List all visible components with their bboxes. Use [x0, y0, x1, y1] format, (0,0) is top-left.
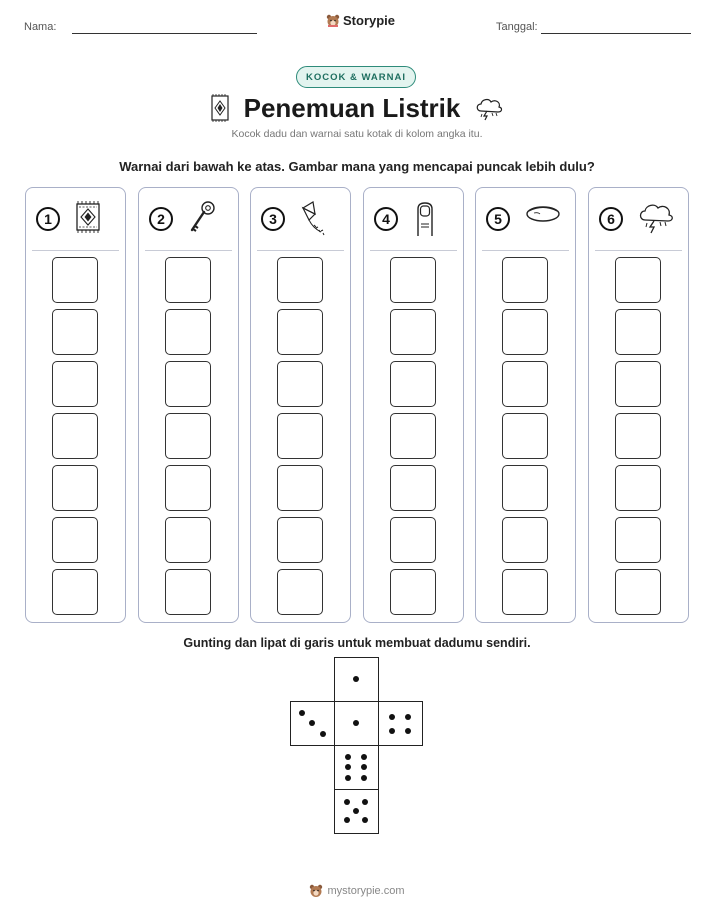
color-box[interactable]: [502, 517, 548, 563]
color-box[interactable]: [502, 361, 548, 407]
column-header: [589, 188, 688, 250]
column-2: [138, 187, 239, 623]
dice-pip: [344, 799, 350, 805]
rug-icon: [210, 93, 230, 123]
dice-pip: [405, 728, 411, 734]
rug-icon: [74, 200, 102, 239]
dice-pip: [362, 817, 368, 823]
dice-pip: [405, 714, 411, 720]
date-label: Tanggal:: [496, 21, 538, 33]
bear-logo-icon: [309, 884, 323, 898]
color-box[interactable]: [277, 413, 323, 459]
brand-name: Storypie: [343, 13, 396, 28]
title-row: [200, 91, 514, 125]
color-box[interactable]: [277, 309, 323, 355]
color-box[interactable]: [52, 257, 98, 303]
bear-logo-icon: [326, 14, 340, 28]
color-box[interactable]: [165, 465, 211, 511]
color-box[interactable]: [52, 361, 98, 407]
date-line[interactable]: [541, 33, 691, 34]
dice-pip: [389, 714, 395, 720]
color-box[interactable]: [277, 257, 323, 303]
column-number: 3: [261, 207, 285, 231]
color-box[interactable]: [502, 413, 548, 459]
dice-pip: [309, 720, 315, 726]
column-header: [139, 188, 238, 250]
color-box[interactable]: [390, 413, 436, 459]
color-box[interactable]: [52, 413, 98, 459]
color-box[interactable]: [615, 465, 661, 511]
dice-pip: [362, 799, 368, 805]
color-box[interactable]: [52, 465, 98, 511]
dice-pip: [353, 676, 359, 682]
color-box[interactable]: [277, 361, 323, 407]
color-box[interactable]: [390, 569, 436, 615]
color-box[interactable]: [277, 569, 323, 615]
dice-pip: [345, 754, 351, 760]
column-number: 2: [149, 207, 173, 231]
color-box[interactable]: [165, 413, 211, 459]
column-divider: [145, 250, 232, 251]
subtitle: Kocok dadu dan warnai satu kotak di kolom angka itu.: [231, 128, 483, 140]
category-badge: KOCOK & WARNAI: [296, 66, 416, 88]
finger-icon: [412, 200, 438, 243]
page-title: Penemuan Listrik: [243, 92, 461, 123]
dice-pip: [345, 775, 351, 781]
color-box[interactable]: [165, 569, 211, 615]
color-box[interactable]: [502, 465, 548, 511]
color-box[interactable]: [615, 413, 661, 459]
color-box[interactable]: [165, 309, 211, 355]
column-number: 4: [374, 207, 398, 231]
column-header: [476, 188, 575, 250]
column-divider: [595, 250, 682, 251]
color-box[interactable]: [277, 517, 323, 563]
column-4: [363, 187, 464, 623]
dice-pip: [389, 728, 395, 734]
column-header: [26, 188, 125, 250]
brand-logo: [326, 13, 395, 28]
column-divider: [370, 250, 457, 251]
color-box[interactable]: [615, 517, 661, 563]
color-box[interactable]: [390, 465, 436, 511]
dice-pip: [320, 731, 326, 737]
dice-face-6: [334, 745, 379, 790]
column-5: [475, 187, 576, 623]
color-box[interactable]: [390, 517, 436, 563]
cut-instruction: Gunting dan lipat di garis untuk membuat dadumu sendiri.: [183, 636, 531, 650]
color-box[interactable]: [615, 569, 661, 615]
column-number: 5: [486, 207, 510, 231]
column-3: [250, 187, 351, 623]
dice-pip: [361, 775, 367, 781]
dice-pip: [345, 764, 351, 770]
column-divider: [257, 250, 344, 251]
dice-face-4: [378, 701, 423, 746]
color-box[interactable]: [390, 309, 436, 355]
color-box[interactable]: [615, 309, 661, 355]
dice-pip: [344, 817, 350, 823]
column-header: [364, 188, 463, 250]
color-box[interactable]: [52, 569, 98, 615]
color-box[interactable]: [615, 257, 661, 303]
color-box[interactable]: [52, 309, 98, 355]
dice-pip: [299, 710, 305, 716]
color-box[interactable]: [52, 517, 98, 563]
color-box[interactable]: [165, 517, 211, 563]
storm-cloud-icon: [474, 95, 504, 121]
color-box[interactable]: [165, 361, 211, 407]
column-number: 1: [36, 207, 60, 231]
column-1: [25, 187, 126, 623]
color-box[interactable]: [502, 257, 548, 303]
column-6: [588, 187, 689, 623]
footer-url[interactable]: mystorypie.com: [327, 885, 405, 897]
name-label: Nama:: [24, 21, 57, 33]
key-icon: [187, 200, 217, 241]
color-box[interactable]: [390, 361, 436, 407]
footer: [0, 884, 714, 898]
dice-face-1: [334, 657, 379, 702]
dice-face-5: [334, 789, 379, 834]
column-divider: [32, 250, 119, 251]
dice-pip: [361, 764, 367, 770]
color-box[interactable]: [165, 257, 211, 303]
column-divider: [482, 250, 569, 251]
column-number: 6: [599, 207, 623, 231]
name-line[interactable]: [72, 33, 257, 34]
dice-pip: [361, 754, 367, 760]
color-box[interactable]: [502, 569, 548, 615]
color-box[interactable]: [390, 257, 436, 303]
column-header: [251, 188, 350, 250]
instruction: Warnai dari bawah ke atas. Gambar mana yang mencapai puncak lebih dulu?: [119, 159, 595, 174]
dice-face-3: [290, 701, 335, 746]
dice-pip: [353, 720, 359, 726]
color-box[interactable]: [502, 309, 548, 355]
dice-pip: [353, 808, 359, 814]
color-box[interactable]: [277, 465, 323, 511]
amber-stone-icon: [524, 200, 562, 231]
dice-face-1: [334, 701, 379, 746]
color-box[interactable]: [615, 361, 661, 407]
storm-cloud-icon: [637, 200, 675, 239]
kite-icon: [299, 200, 329, 243]
